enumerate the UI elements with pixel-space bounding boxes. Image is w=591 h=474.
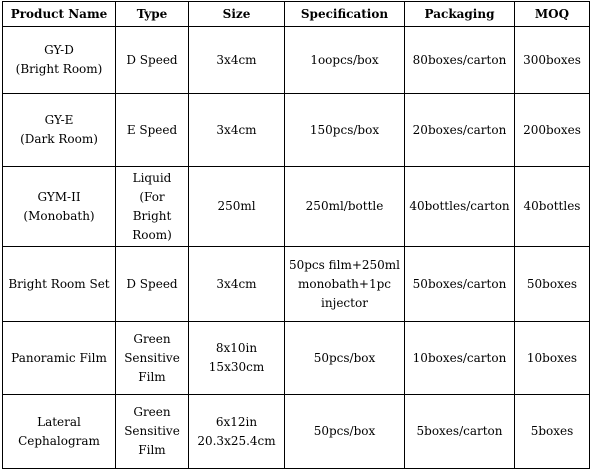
- header-moq: MOQ: [515, 2, 590, 27]
- cell-moq: 40bottles: [515, 167, 590, 247]
- cell-type: Green Sensitive Film: [116, 322, 189, 395]
- cell-packaging: 80boxes/carton: [405, 27, 515, 94]
- table-row: [3, 27, 590, 94]
- cell-size: 6x12in 20.3x25.4cm: [189, 395, 285, 469]
- header-row: [3, 2, 590, 27]
- cell-specification: 150pcs/box: [285, 94, 405, 167]
- cell-packaging: 5boxes/carton: [405, 395, 515, 469]
- cell-moq: 300boxes: [515, 27, 590, 94]
- cell-specification: 50pcs/box: [285, 395, 405, 469]
- cell-specification: 250ml/bottle: [285, 167, 405, 247]
- cell-packaging: 50boxes/carton: [405, 247, 515, 322]
- cell-specification: 50pcs/box: [285, 322, 405, 395]
- cell-moq: 200boxes: [515, 94, 590, 167]
- table-row: [3, 247, 590, 322]
- cell-size: 8x10in 15x30cm: [189, 322, 285, 395]
- table-row: [3, 94, 590, 167]
- cell-packaging: 20boxes/carton: [405, 94, 515, 167]
- cell-type: E Speed: [116, 94, 189, 167]
- cell-moq: 50boxes: [515, 247, 590, 322]
- header-specification: Specification: [285, 2, 405, 27]
- cell-type: D Speed: [116, 247, 189, 322]
- cell-product-name: GY-E (Dark Room): [3, 94, 116, 167]
- cell-type: Liquid (For Bright Room): [116, 167, 189, 247]
- cell-size: 250ml: [189, 167, 285, 247]
- cell-product-name: GYM-II (Monobath): [3, 167, 116, 247]
- cell-specification: 50pcs film+250ml monobath+1pc injector: [285, 247, 405, 322]
- cell-size: 3x4cm: [189, 27, 285, 94]
- cell-specification: 1oopcs/box: [285, 27, 405, 94]
- cell-packaging: 40bottles/carton: [405, 167, 515, 247]
- header-product-name: Product Name: [3, 2, 116, 27]
- table-header: [3, 2, 590, 27]
- table-body: [3, 27, 590, 469]
- table-row: [3, 395, 590, 469]
- table-row: [3, 322, 590, 395]
- header-type: Type: [116, 2, 189, 27]
- cell-size: 3x4cm: [189, 94, 285, 167]
- cell-product-name: GY-D (Bright Room): [3, 27, 116, 94]
- cell-packaging: 10boxes/carton: [405, 322, 515, 395]
- cell-product-name: Lateral Cephalogram: [3, 395, 116, 469]
- cell-product-name: Panoramic Film: [3, 322, 116, 395]
- header-packaging: Packaging: [405, 2, 515, 27]
- cell-size: 3x4cm: [189, 247, 285, 322]
- cell-type: D Speed: [116, 27, 189, 94]
- table-row: [3, 167, 590, 247]
- cell-moq: 5boxes: [515, 395, 590, 469]
- header-size: Size: [189, 2, 285, 27]
- cell-product-name: Bright Room Set: [3, 247, 116, 322]
- product-spec-table: [2, 1, 590, 469]
- cell-type: Green Sensitive Film: [116, 395, 189, 469]
- cell-moq: 10boxes: [515, 322, 590, 395]
